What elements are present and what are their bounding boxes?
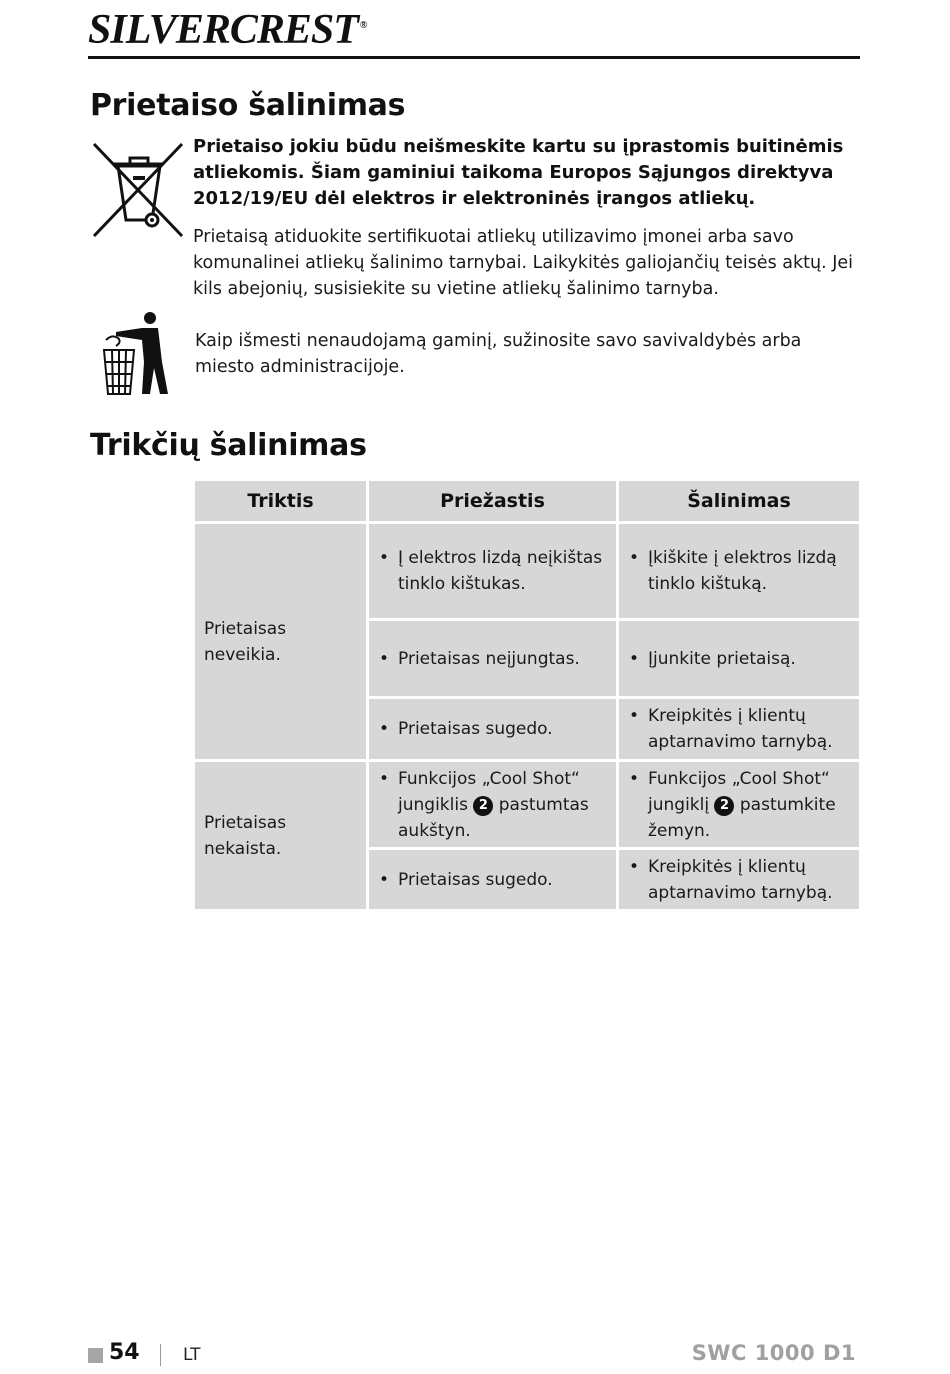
problem-cell: Prietaisas nekaista. [195,762,369,912]
remedy-cell: • Kreipkitės į klientų aptarnavimo tarnybą. [619,699,859,762]
person-dropping-litter-in-bin-icon [98,310,170,396]
remedy-text-before: Funkcijos „Cool Shot“ jungiklį [648,768,830,815]
table-header-row [195,481,859,524]
page-number: 54 [109,1340,140,1365]
registered-mark: ® [359,20,367,31]
remedy-text: Kreipkitės į klientų aptarnavimo tarnybą. [648,856,833,903]
footer-divider [160,1344,161,1366]
logo-part-crest: CREST [229,7,358,53]
recycle-info-text: Kaip išmesti nenaudojamą gaminį, sužinosite savo savivaldybės arba miesto administracijoje. [195,331,802,377]
model-number: SWC 1000 D1 [691,1341,856,1365]
remedy-cell: • Kreipkitės į klientų aptarnavimo tarnybą. [619,850,859,912]
cause-text-after: pastumtas aukštyn. [398,794,589,841]
logo-part-silver: SILVER [88,7,230,53]
remedy-cell: • Įjunkite prietaisą. [619,621,859,699]
table-row [195,762,859,850]
cause-cell: • Prietaisas sugedo. [369,699,619,762]
disposal-warning-text: Prietaiso jokiu būdu neišmeskite kartu su įprastomis buitinėmis atliekomis. Šiam gaminiui taikoma Europos Sąjungos direktyva 2012/19/EU dėl elektros ir elektroninės įrangos atliekų. [193,136,844,209]
troubleshooting-table [195,481,859,912]
column-header-cause: Priežastis [369,481,619,524]
disposal-instructions-text: Prietaisą atiduokite sertifikuotai atliekų utilizavimo įmonei arba savo komunalinei atliekų šalinimo tarnybai. Laikykitės galiojančių teisės aktų. Jei kils abejonių, susisiekite su vietine atliekų šalinimo tarnyba. [193,227,853,299]
crossed-out-wheelie-bin-icon [90,140,186,240]
problem-cell: Prietaisas neveikia. [195,524,369,762]
footer-square-marker [88,1348,103,1363]
column-header-problem: Triktis [195,481,369,524]
section-title-troubleshooting: Trikčių šalinimas [90,428,367,463]
section-title-disposal: Prietaiso šalinimas [90,88,406,123]
cause-text: Prietaisas neįjungtas. [398,648,580,669]
remedy-cell: • Funkcijos „Cool Shot“ jungiklį 2 pastumkite žemyn. [619,762,859,850]
cause-text [398,766,606,844]
cause-text: Į elektros lizdą neįkištas tinklo kištukas. [398,548,603,594]
cause-cell: • Prietaisas sugedo. [369,850,619,912]
remedy-text: Įjunkite prietaisą. [648,648,796,669]
cause-text: Prietaisas sugedo. [398,869,553,890]
cause-cell: • Funkcijos „Cool Shot“ jungiklis 2 pastumtas aukštyn. [369,762,619,850]
cause-text-before: Funkcijos „Cool Shot“ jungiklis [398,768,580,815]
remedy-text: Įkiškite į elektros lizdą tinklo kištuką. [648,548,837,594]
brand-logo [88,6,366,54]
remedy-text-after: pastumkite žemyn. [648,794,836,841]
remedy-text: Kreipkitės į klientų aptarnavimo tarnybą. [648,706,833,752]
table-row [195,524,859,621]
remedy-cell: • Įkiškite į elektros lizdą tinklo kištuką. [619,524,859,621]
language-code: LT [183,1345,201,1365]
column-header-remedy: Šalinimas [619,481,859,524]
cause-cell: • Į elektros lizdą neįkištas tinklo kištukas. [369,524,619,621]
cause-text: Prietaisas sugedo. [398,719,553,739]
number-badge: 2 [473,796,493,816]
remedy-text [648,766,849,844]
number-badge: 2 [714,796,734,816]
header-rule [88,56,860,59]
cause-cell: • Prietaisas neįjungtas. [369,621,619,699]
